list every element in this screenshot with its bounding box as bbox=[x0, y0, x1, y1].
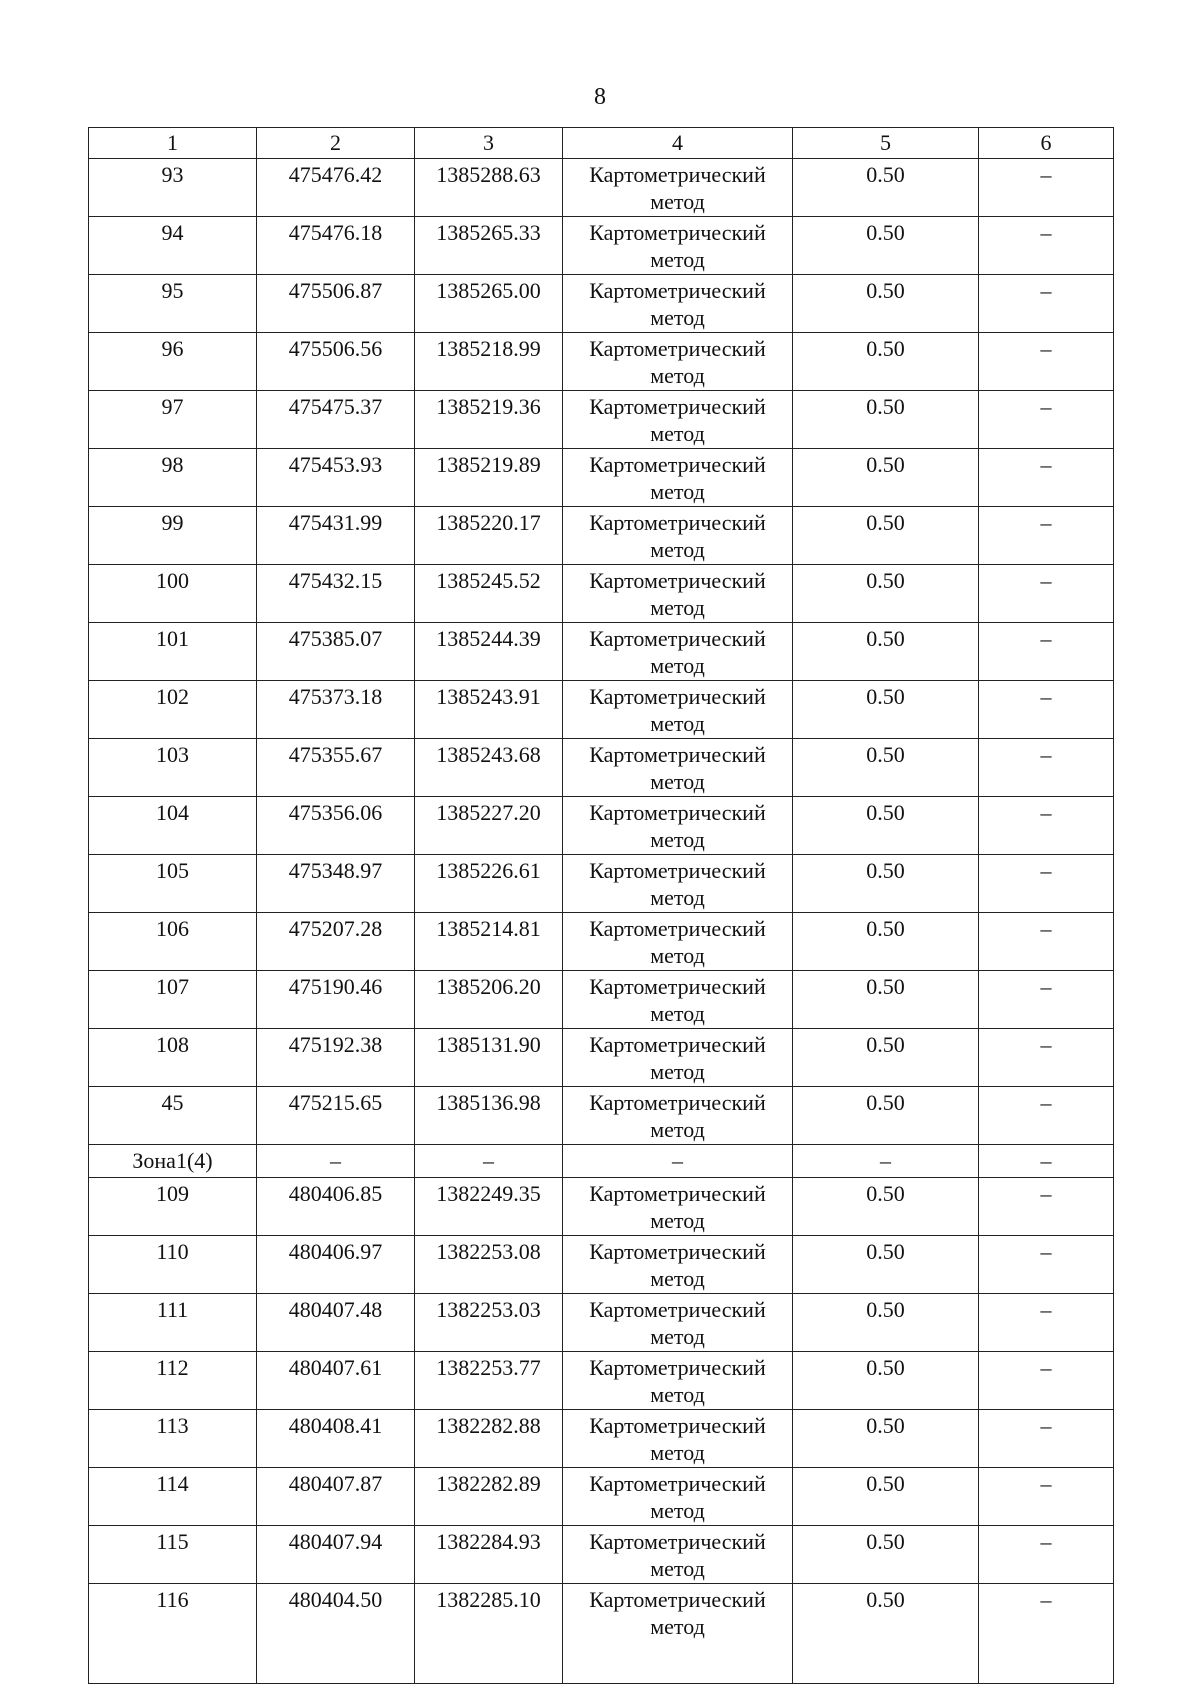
y-coordinate-cell: 1385220.17 bbox=[415, 507, 563, 565]
point-number-cell: 93 bbox=[89, 159, 257, 217]
point-number-cell: 97 bbox=[89, 391, 257, 449]
x-coordinate-cell: 480406.97 bbox=[257, 1236, 415, 1294]
note-cell: – bbox=[979, 159, 1114, 217]
accuracy-cell: 0.50 bbox=[793, 797, 979, 855]
table-row bbox=[89, 565, 1114, 623]
x-coordinate-cell: 475431.99 bbox=[257, 507, 415, 565]
method-line2: метод bbox=[650, 1498, 705, 1523]
method-cell bbox=[563, 1087, 793, 1145]
method-cell bbox=[563, 681, 793, 739]
method-line1: Картометрический bbox=[589, 1355, 766, 1380]
method-cell bbox=[563, 333, 793, 391]
table-row bbox=[89, 913, 1114, 971]
accuracy-cell: 0.50 bbox=[793, 681, 979, 739]
y-coordinate-cell: 1382249.35 bbox=[415, 1178, 563, 1236]
method-cell bbox=[563, 855, 793, 913]
point-number-cell: 99 bbox=[89, 507, 257, 565]
method-line1: Картометрический bbox=[589, 742, 766, 767]
method-cell bbox=[563, 913, 793, 971]
method-cell bbox=[563, 391, 793, 449]
method-cell bbox=[563, 1352, 793, 1410]
y-coordinate-cell: 1385265.00 bbox=[415, 275, 563, 333]
method-line2: метод bbox=[650, 769, 705, 794]
note-cell: – bbox=[979, 797, 1114, 855]
method-line1: Картометрический bbox=[589, 1032, 766, 1057]
note-cell: – bbox=[979, 971, 1114, 1029]
zone-dash-cell: – bbox=[415, 1145, 563, 1178]
method-line1: Картометрический bbox=[589, 684, 766, 709]
zone-header-row bbox=[89, 1145, 1114, 1178]
x-coordinate-cell: 475356.06 bbox=[257, 797, 415, 855]
accuracy-cell: 0.50 bbox=[793, 1468, 979, 1526]
method-line2: метод bbox=[650, 1266, 705, 1291]
x-coordinate-cell: 480407.94 bbox=[257, 1526, 415, 1584]
note-cell: – bbox=[979, 1468, 1114, 1526]
point-number-cell: 104 bbox=[89, 797, 257, 855]
x-coordinate-cell: 475192.38 bbox=[257, 1029, 415, 1087]
method-line1: Картометрический bbox=[589, 452, 766, 477]
y-coordinate-cell: 1382253.77 bbox=[415, 1352, 563, 1410]
point-number-cell: 101 bbox=[89, 623, 257, 681]
method-cell bbox=[563, 1294, 793, 1352]
y-coordinate-cell: 1385206.20 bbox=[415, 971, 563, 1029]
note-cell: – bbox=[979, 1526, 1114, 1584]
point-number-cell: 112 bbox=[89, 1352, 257, 1410]
method-line2: метод bbox=[650, 189, 705, 214]
x-coordinate-cell: 475373.18 bbox=[257, 681, 415, 739]
table-row bbox=[89, 1236, 1114, 1294]
note-cell: – bbox=[979, 1178, 1114, 1236]
method-line1: Картометрический bbox=[589, 1239, 766, 1264]
x-coordinate-cell: 475476.42 bbox=[257, 159, 415, 217]
method-line2: метод bbox=[650, 827, 705, 852]
point-number-cell: 110 bbox=[89, 1236, 257, 1294]
x-coordinate-cell: 475476.18 bbox=[257, 217, 415, 275]
accuracy-cell: 0.50 bbox=[793, 1352, 979, 1410]
zone-dash-cell: – bbox=[257, 1145, 415, 1178]
x-coordinate-cell: 480404.50 bbox=[257, 1584, 415, 1684]
header-cell: 6 bbox=[979, 128, 1114, 159]
note-cell: – bbox=[979, 913, 1114, 971]
table-row bbox=[89, 1087, 1114, 1145]
note-cell: – bbox=[979, 623, 1114, 681]
note-cell: – bbox=[979, 1410, 1114, 1468]
y-coordinate-cell: 1385243.68 bbox=[415, 739, 563, 797]
point-number-cell: 100 bbox=[89, 565, 257, 623]
method-cell bbox=[563, 565, 793, 623]
y-coordinate-cell: 1385265.33 bbox=[415, 217, 563, 275]
x-coordinate-cell: 475207.28 bbox=[257, 913, 415, 971]
accuracy-cell: 0.50 bbox=[793, 449, 979, 507]
header-cell: 3 bbox=[415, 128, 563, 159]
point-number-cell: 45 bbox=[89, 1087, 257, 1145]
table-row bbox=[89, 1294, 1114, 1352]
method-cell bbox=[563, 1468, 793, 1526]
table-row bbox=[89, 681, 1114, 739]
method-cell bbox=[563, 1236, 793, 1294]
note-cell: – bbox=[979, 1087, 1114, 1145]
method-line2: метод bbox=[650, 247, 705, 272]
y-coordinate-cell: 1385288.63 bbox=[415, 159, 563, 217]
method-line1: Картометрический bbox=[589, 1529, 766, 1554]
method-cell bbox=[563, 275, 793, 333]
note-cell: – bbox=[979, 217, 1114, 275]
y-coordinate-cell: 1385226.61 bbox=[415, 855, 563, 913]
accuracy-cell: 0.50 bbox=[793, 1029, 979, 1087]
method-line1: Картометрический bbox=[589, 1413, 766, 1438]
table-row bbox=[89, 1178, 1114, 1236]
note-cell: – bbox=[979, 1294, 1114, 1352]
point-number-cell: 113 bbox=[89, 1410, 257, 1468]
method-line1: Картометрический bbox=[589, 800, 766, 825]
table-header-row bbox=[89, 128, 1114, 159]
x-coordinate-cell: 475385.07 bbox=[257, 623, 415, 681]
method-line2: метод bbox=[650, 537, 705, 562]
y-coordinate-cell: 1385243.91 bbox=[415, 681, 563, 739]
accuracy-cell: 0.50 bbox=[793, 1584, 979, 1684]
y-coordinate-cell: 1382253.08 bbox=[415, 1236, 563, 1294]
table-row bbox=[89, 449, 1114, 507]
point-number-cell: 115 bbox=[89, 1526, 257, 1584]
coordinates-table bbox=[88, 127, 1114, 1684]
y-coordinate-cell: 1385131.90 bbox=[415, 1029, 563, 1087]
table-row bbox=[89, 159, 1114, 217]
method-cell bbox=[563, 971, 793, 1029]
method-line1: Картометрический bbox=[589, 510, 766, 535]
accuracy-cell: 0.50 bbox=[793, 971, 979, 1029]
x-coordinate-cell: 475432.15 bbox=[257, 565, 415, 623]
note-cell: – bbox=[979, 1029, 1114, 1087]
table-row bbox=[89, 623, 1114, 681]
y-coordinate-cell: 1382285.10 bbox=[415, 1584, 563, 1684]
method-cell bbox=[563, 1410, 793, 1468]
x-coordinate-cell: 475475.37 bbox=[257, 391, 415, 449]
x-coordinate-cell: 475215.65 bbox=[257, 1087, 415, 1145]
accuracy-cell: 0.50 bbox=[793, 739, 979, 797]
note-cell: – bbox=[979, 1352, 1114, 1410]
header-cell: 1 bbox=[89, 128, 257, 159]
method-line2: метод bbox=[650, 595, 705, 620]
method-cell bbox=[563, 1029, 793, 1087]
method-line1: Картометрический bbox=[589, 394, 766, 419]
method-line2: метод bbox=[650, 421, 705, 446]
x-coordinate-cell: 475355.67 bbox=[257, 739, 415, 797]
accuracy-cell: 0.50 bbox=[793, 855, 979, 913]
method-cell bbox=[563, 217, 793, 275]
note-cell: – bbox=[979, 333, 1114, 391]
point-number-cell: 108 bbox=[89, 1029, 257, 1087]
point-number-cell: 106 bbox=[89, 913, 257, 971]
method-cell bbox=[563, 507, 793, 565]
y-coordinate-cell: 1382284.93 bbox=[415, 1526, 563, 1584]
point-number-cell: 95 bbox=[89, 275, 257, 333]
header-cell: 5 bbox=[793, 128, 979, 159]
table-row bbox=[89, 1584, 1114, 1684]
y-coordinate-cell: 1385219.89 bbox=[415, 449, 563, 507]
accuracy-cell: 0.50 bbox=[793, 217, 979, 275]
method-line2: метод bbox=[650, 1117, 705, 1142]
accuracy-cell: 0.50 bbox=[793, 159, 979, 217]
accuracy-cell: 0.50 bbox=[793, 391, 979, 449]
method-line1: Картометрический bbox=[589, 568, 766, 593]
header-cell: 2 bbox=[257, 128, 415, 159]
x-coordinate-cell: 475348.97 bbox=[257, 855, 415, 913]
method-line1: Картометрический bbox=[589, 220, 766, 245]
y-coordinate-cell: 1385214.81 bbox=[415, 913, 563, 971]
method-line1: Картометрический bbox=[589, 162, 766, 187]
table-row bbox=[89, 275, 1114, 333]
y-coordinate-cell: 1385218.99 bbox=[415, 333, 563, 391]
point-number-cell: 111 bbox=[89, 1294, 257, 1352]
accuracy-cell: 0.50 bbox=[793, 1236, 979, 1294]
method-line1: Картометрический bbox=[589, 1471, 766, 1496]
accuracy-cell: 0.50 bbox=[793, 565, 979, 623]
x-coordinate-cell: 480407.61 bbox=[257, 1352, 415, 1410]
accuracy-cell: 0.50 bbox=[793, 1087, 979, 1145]
y-coordinate-cell: 1382282.88 bbox=[415, 1410, 563, 1468]
method-line2: метод bbox=[650, 1208, 705, 1233]
table-body bbox=[89, 159, 1114, 1684]
note-cell: – bbox=[979, 1584, 1114, 1684]
table-row bbox=[89, 1468, 1114, 1526]
method-line1: Картометрический bbox=[589, 336, 766, 361]
table-row bbox=[89, 1410, 1114, 1468]
table-row bbox=[89, 739, 1114, 797]
page-number: 8 bbox=[594, 84, 606, 110]
accuracy-cell: 0.50 bbox=[793, 507, 979, 565]
method-line1: Картометрический bbox=[589, 626, 766, 651]
method-line1: Картометрический bbox=[589, 916, 766, 941]
point-number-cell: 102 bbox=[89, 681, 257, 739]
y-coordinate-cell: 1385219.36 bbox=[415, 391, 563, 449]
method-line1: Картометрический bbox=[589, 858, 766, 883]
method-cell bbox=[563, 1526, 793, 1584]
method-cell bbox=[563, 159, 793, 217]
note-cell: – bbox=[979, 855, 1114, 913]
y-coordinate-cell: 1385136.98 bbox=[415, 1087, 563, 1145]
method-line2: метод bbox=[650, 943, 705, 968]
x-coordinate-cell: 480407.48 bbox=[257, 1294, 415, 1352]
zone-dash-cell: – bbox=[979, 1145, 1114, 1178]
x-coordinate-cell: 480408.41 bbox=[257, 1410, 415, 1468]
x-coordinate-cell: 475506.87 bbox=[257, 275, 415, 333]
method-line1: Картометрический bbox=[589, 278, 766, 303]
method-cell bbox=[563, 623, 793, 681]
y-coordinate-cell: 1385245.52 bbox=[415, 565, 563, 623]
method-line1: Картометрический bbox=[589, 1181, 766, 1206]
point-number-cell: 94 bbox=[89, 217, 257, 275]
method-line2: метод bbox=[650, 479, 705, 504]
zone-dash-cell: – bbox=[793, 1145, 979, 1178]
zone-label: Зона1(4) bbox=[89, 1145, 257, 1178]
x-coordinate-cell: 475190.46 bbox=[257, 971, 415, 1029]
method-cell bbox=[563, 1178, 793, 1236]
point-number-cell: 105 bbox=[89, 855, 257, 913]
note-cell: – bbox=[979, 1236, 1114, 1294]
method-line1: Картометрический bbox=[589, 1587, 766, 1612]
point-number-cell: 116 bbox=[89, 1584, 257, 1684]
method-line2: метод bbox=[650, 885, 705, 910]
accuracy-cell: 0.50 bbox=[793, 623, 979, 681]
point-number-cell: 103 bbox=[89, 739, 257, 797]
point-number-cell: 107 bbox=[89, 971, 257, 1029]
table-row bbox=[89, 1029, 1114, 1087]
method-line2: метод bbox=[650, 1059, 705, 1084]
method-cell bbox=[563, 1584, 793, 1684]
table-row bbox=[89, 391, 1114, 449]
table-row bbox=[89, 1352, 1114, 1410]
table-row bbox=[89, 217, 1114, 275]
header-cell: 4 bbox=[563, 128, 793, 159]
method-line1: Картометрический bbox=[589, 1090, 766, 1115]
note-cell: – bbox=[979, 565, 1114, 623]
table-row bbox=[89, 971, 1114, 1029]
x-coordinate-cell: 475453.93 bbox=[257, 449, 415, 507]
method-line2: метод bbox=[650, 305, 705, 330]
accuracy-cell: 0.50 bbox=[793, 1178, 979, 1236]
note-cell: – bbox=[979, 681, 1114, 739]
method-line2: метод bbox=[650, 1382, 705, 1407]
method-cell bbox=[563, 739, 793, 797]
y-coordinate-cell: 1382282.89 bbox=[415, 1468, 563, 1526]
accuracy-cell: 0.50 bbox=[793, 333, 979, 391]
point-number-cell: 109 bbox=[89, 1178, 257, 1236]
y-coordinate-cell: 1385244.39 bbox=[415, 623, 563, 681]
y-coordinate-cell: 1382253.03 bbox=[415, 1294, 563, 1352]
method-line2: метод bbox=[650, 653, 705, 678]
table-row bbox=[89, 507, 1114, 565]
y-coordinate-cell: 1385227.20 bbox=[415, 797, 563, 855]
table-row bbox=[89, 333, 1114, 391]
method-cell bbox=[563, 449, 793, 507]
note-cell: – bbox=[979, 391, 1114, 449]
accuracy-cell: 0.50 bbox=[793, 1526, 979, 1584]
table-row bbox=[89, 855, 1114, 913]
method-line2: метод bbox=[650, 363, 705, 388]
x-coordinate-cell: 480407.87 bbox=[257, 1468, 415, 1526]
method-line2: метод bbox=[650, 1614, 705, 1639]
accuracy-cell: 0.50 bbox=[793, 1410, 979, 1468]
method-line2: метод bbox=[650, 1001, 705, 1026]
point-number-cell: 96 bbox=[89, 333, 257, 391]
zone-dash-cell: – bbox=[563, 1145, 793, 1178]
method-line2: метод bbox=[650, 1440, 705, 1465]
accuracy-cell: 0.50 bbox=[793, 913, 979, 971]
note-cell: – bbox=[979, 739, 1114, 797]
method-line1: Картометрический bbox=[589, 1297, 766, 1322]
accuracy-cell: 0.50 bbox=[793, 1294, 979, 1352]
point-number-cell: 114 bbox=[89, 1468, 257, 1526]
method-line2: метод bbox=[650, 711, 705, 736]
note-cell: – bbox=[979, 507, 1114, 565]
table-row bbox=[89, 1526, 1114, 1584]
point-number-cell: 98 bbox=[89, 449, 257, 507]
note-cell: – bbox=[979, 275, 1114, 333]
method-line2: метод bbox=[650, 1324, 705, 1349]
method-cell bbox=[563, 797, 793, 855]
method-line2: метод bbox=[650, 1556, 705, 1581]
method-line1: Картометрический bbox=[589, 974, 766, 999]
x-coordinate-cell: 475506.56 bbox=[257, 333, 415, 391]
x-coordinate-cell: 480406.85 bbox=[257, 1178, 415, 1236]
note-cell: – bbox=[979, 449, 1114, 507]
accuracy-cell: 0.50 bbox=[793, 275, 979, 333]
table-row bbox=[89, 797, 1114, 855]
